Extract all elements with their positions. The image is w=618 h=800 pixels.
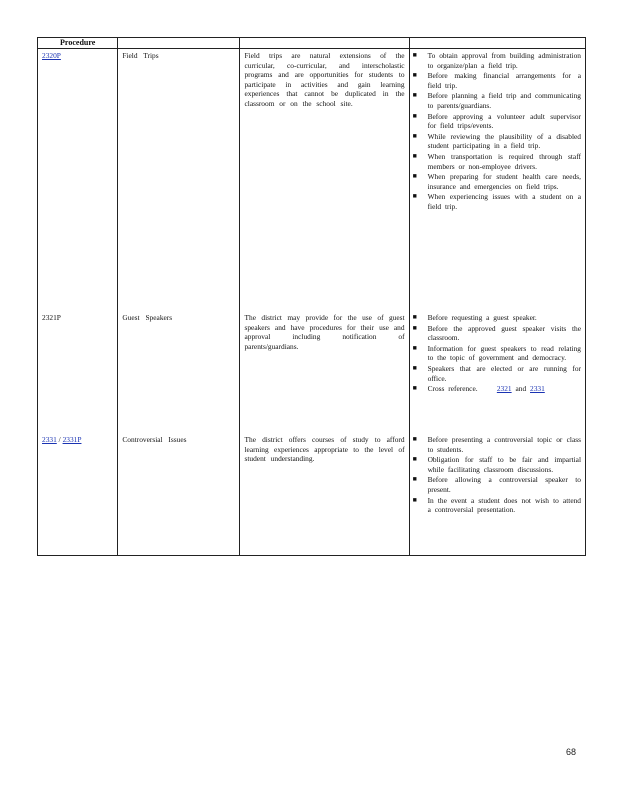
reasons-list	[414, 51, 581, 212]
procedure-description: The district may provide for the use of guest speakers and have procedures for their use and approval including notification of parents/guardians.	[244, 313, 405, 351]
cross-reference-link-2321[interactable]: 2321	[496, 384, 512, 394]
procedure-table	[37, 37, 586, 556]
bullet-icon: ■	[412, 384, 417, 393]
list-item: ■ To obtain approval from building administration to organize/plan a field trip.	[412, 51, 581, 70]
header-procedure: Procedure	[38, 38, 118, 49]
list-item: ■ Before planning a field trip and communicating to parents/guardians.	[412, 91, 581, 110]
reasons-list	[414, 313, 581, 394]
procedure-description-cell	[240, 311, 409, 433]
cross-reference-joiner: and	[515, 384, 527, 394]
procedure-title: Controversial Issues	[122, 435, 187, 444]
page-number: 68	[566, 747, 577, 757]
header-blank-3	[240, 38, 409, 49]
list-item: ■ Before making financial arrangements for a field trip.	[412, 71, 581, 90]
list-item: ■ Before the approved guest speaker visits the classroom.	[412, 323, 581, 343]
bullet-icon: ■	[412, 151, 417, 160]
header-blank-4	[409, 38, 585, 49]
table-row	[38, 49, 586, 312]
procedure-title: Guest Speakers	[122, 313, 173, 322]
procedure-link-2320p[interactable]: 2320P	[42, 51, 61, 60]
bullet-icon: ■	[412, 455, 417, 464]
reasons-list	[414, 435, 581, 515]
table-row	[38, 433, 586, 556]
bullet-icon: ■	[412, 51, 417, 59]
procedure-code-cell	[38, 433, 118, 556]
procedure-code-cell	[38, 311, 118, 433]
bullet-icon: ■	[412, 323, 417, 332]
procedure-title-cell	[118, 49, 240, 312]
list-item: ■ Before presenting a controversial topic or class to students.	[412, 435, 581, 454]
bullet-icon: ■	[412, 475, 417, 484]
list-item: ■ While reviewing the plausibility of a disabled student participating in a field trip.	[412, 131, 581, 151]
procedure-description-cell	[240, 49, 409, 312]
table-header-row	[38, 38, 586, 49]
list-item: ■ When preparing for student health care needs, insurance and emergencies on field trips.	[412, 172, 581, 191]
procedure-reasons-cell	[409, 311, 585, 433]
list-item: ■ In the event a student does not wish to attend a controversial presentation.	[412, 495, 581, 515]
bullet-icon: ■	[412, 495, 417, 504]
procedure-reasons-cell	[409, 49, 585, 312]
procedure-description-cell	[240, 433, 409, 556]
bullet-icon: ■	[412, 111, 417, 120]
procedure-code-cell	[38, 49, 118, 312]
procedure-description: The district offers courses of study to afford learning experiences appropriate to the level of student understanding.	[244, 435, 405, 464]
list-item: ■ Before allowing a controversial speaker to present.	[412, 475, 581, 494]
list-item: ■ Before approving a volunteer adult supervisor for field trips/events.	[412, 111, 581, 131]
procedure-title: Field Trips	[122, 51, 159, 60]
list-item: ■ Speakers that are elected or are running for office.	[412, 363, 581, 383]
bullet-icon: ■	[412, 71, 417, 80]
procedure-code-2321p: 2321P	[42, 313, 61, 322]
list-item: ■ Obligation for staff to be fair and impartial while facilitating classroom discussions.	[412, 455, 581, 474]
list-item: ■ When experiencing issues with a student on a field trip.	[412, 192, 581, 211]
procedure-description: Field trips are natural extensions of the curricular, co-curricular, and interscholastic programs and are opportunities for students to participate in activities and gain learning experiences that cannot be duplicated in the classroom or on the school site.	[244, 51, 405, 108]
bullet-icon: ■	[412, 363, 417, 372]
bullet-icon: ■	[412, 343, 417, 352]
bullet-icon: ■	[412, 435, 417, 443]
list-item: ■ Before requesting a guest speaker.	[412, 313, 537, 322]
bullet-icon: ■	[412, 172, 417, 181]
table-row	[38, 311, 586, 433]
procedure-reasons-cell	[409, 433, 585, 556]
bullet-icon: ■	[412, 131, 417, 140]
procedure-title-cell	[118, 433, 240, 556]
list-item: ■ Cross reference. 2321 and 2331	[412, 384, 545, 394]
header-blank-2	[118, 38, 240, 49]
procedure-title-cell	[118, 311, 240, 433]
cross-reference-link-2331[interactable]: 2331	[530, 384, 545, 394]
procedure-link-2331p[interactable]: 2331P	[62, 435, 82, 444]
bullet-icon: ■	[412, 91, 417, 100]
bullet-icon: ■	[412, 192, 417, 201]
procedure-code-separator: /	[58, 435, 61, 444]
procedure-link-2331[interactable]: 2331	[42, 435, 57, 444]
bullet-icon: ■	[412, 313, 417, 321]
list-item: ■ When transportation is required through staff members or non-employee drivers.	[412, 151, 581, 171]
list-item: ■ Information for guest speakers to read relating to the topic of government and democracy.	[412, 343, 581, 363]
